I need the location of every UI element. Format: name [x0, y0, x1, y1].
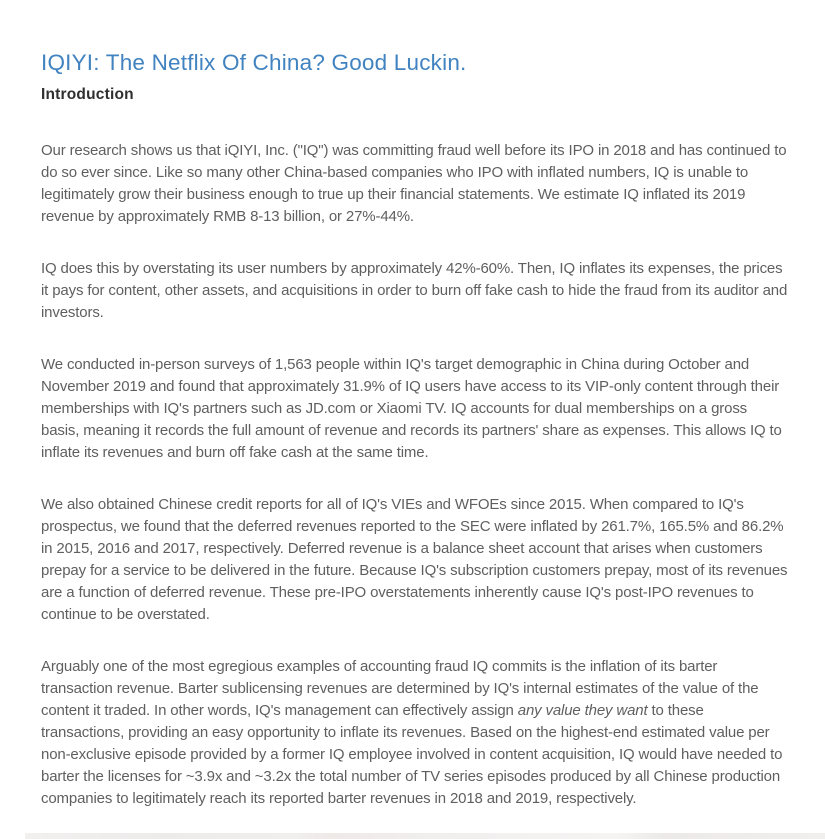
paragraph-research-overview: Our research shows us that iQIYI, Inc. ("IQ") was committing fraud well before its IPO in 2018 and has continued to do so ever since. Like so many other China-based companies who IPO with inflated numbers, IQ is unable to legitimately grow their business enough to true up their financial statements. We estimate IQ inflated its 2019 revenue by approximately RMB 8-13 billion, or 27%-44%.: [41, 142, 787, 225]
section-heading-introduction: Introduction: [41, 86, 134, 103]
paragraph-barter-revenue-text-before: Arguably one of the most egregious examples of accounting fraud IQ commits is the inflation of its barter transaction revenue. Barter sublicensing revenues are determined by IQ's internal estimates of the value of the content it traded. In other words, IQ's management can effectively assign: [41, 658, 759, 719]
paragraph-surveys: We conducted in-person surveys of 1,563 people within IQ's target demographic in China during October and November 2019 and found that approximately 31.9% of IQ users have access to its VIP-only content through their memberships with IQ's partners such as JD.com or Xiaomi TV. IQ accounts for dual memberships on a gross basis, meaning it records the full amount of revenue and records its partners' share as expenses. This allows IQ to inflate its revenues and burn off fake cash at the same time.: [41, 356, 782, 461]
paragraph-barter-revenue-text-after: to these transactions, providing an easy opportunity to inflate its revenues. Based on the highest-end estimated value per non-exclusive episode provided by a former IQ employee involved in content acquisition, IQ would have needed to barter the licenses for ~3.9x and ~3.2x the total number of TV series episodes produced by all Chinese production companies to legitimately reach its reported barter revenues in 2018 and 2019, respectively.: [41, 702, 783, 807]
paragraph-barter-revenue-italic-phrase: any value they want: [517, 702, 648, 719]
paragraph-barter-revenue: [41, 656, 788, 810]
article-title: IQIYI: The Netflix Of China? Good Luckin.: [41, 50, 467, 75]
paragraph-user-overstatement: IQ does this by overstating its user numbers by approximately 42%-60%. Then, IQ inflates its expenses, the prices it pays for content, other assets, and acquisitions in order to burn off fake cash to hide the fraud from its auditor and investors.: [41, 260, 788, 321]
paragraph-credit-reports: We also obtained Chinese credit reports for all of IQ's VIEs and WFOEs since 2015. When compared to IQ's prospectus, we found that the deferred revenues reported to the SEC were inflated by 261.7%, 165.5% and 86.2% in 2015, 2016 and 2017, respectively. Deferred revenue is a balance sheet account that arises when customers prepay for a service to be delivered in the future. Because IQ's subscription customers prepay, most of its revenues are a function of deferred revenue. These pre-IPO overstatements inherently cause IQ's post-IPO revenues to continue to be overstated.: [41, 496, 788, 623]
next-content-partial-edge: [25, 833, 825, 839]
article-body: [41, 140, 788, 810]
